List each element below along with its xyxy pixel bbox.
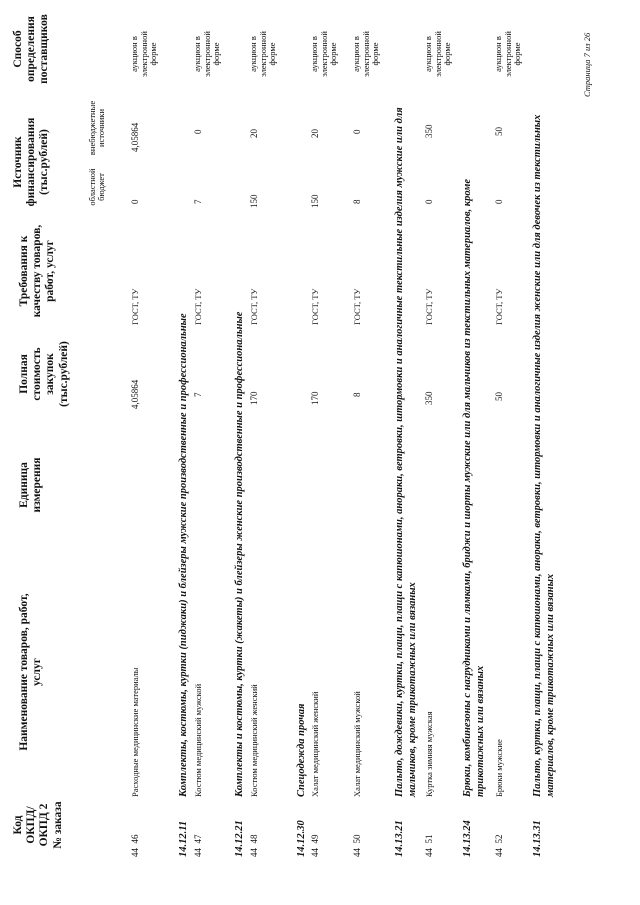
group-14-12-11-code: 14.12.11	[178, 820, 189, 857]
row-47-name: Костюм медицинский мужской	[193, 683, 203, 797]
row-50-number: 50	[352, 834, 362, 844]
row-49-total: 170	[310, 391, 320, 405]
row-48-requirements: ГОСТ, ТУ	[249, 288, 259, 325]
row-48-code	[249, 835, 259, 858]
row-48-extra: 20	[249, 129, 259, 138]
row-47-extra: 0	[193, 129, 203, 134]
row-46-extra: 4,05864	[130, 122, 140, 152]
row-48-total: 170	[249, 391, 259, 405]
header-code-line-4: № заказа	[51, 801, 64, 849]
row-47-budget: 7	[193, 199, 203, 204]
row-51-requirements: ГОСТ, ТУ	[424, 288, 434, 325]
header-name: Наименование товаров, работ, услуг	[18, 593, 44, 751]
group-14-13-31-title: Пальто, куртки, плащи, плащи с капюшонами, анораки, ветровки, штормовки и аналогичные изделия женские или для девочек из текстильных материалов, кроме трикотажных или вязаных	[532, 114, 556, 797]
group-14-13-21-title: Пальто, дождевики, куртки, плащи, плащи с капюшонами, анораки, ветровки, штормовки и аналогичные текстильные изделия мужские или для мальчиков, кроме трикотажных или вязаных	[394, 107, 418, 797]
row-52-requirements: ГОСТ, ТУ	[494, 288, 504, 325]
row-51-total: 350	[424, 391, 434, 405]
row-50-unit-code: 44	[352, 848, 362, 857]
group-14-13-24-code: 14.13.24	[462, 820, 473, 857]
row-51-method: аукцион в электронной форме	[423, 31, 453, 77]
row-46-number: 46	[130, 834, 140, 844]
row-52-total: 50	[494, 392, 504, 401]
row-47-method: аукцион в электронной форме	[192, 31, 222, 77]
row-48-budget: 150	[249, 194, 259, 208]
row-49-requirements: ГОСТ, ТУ	[310, 288, 320, 325]
row-51-unit-code: 44	[424, 848, 434, 857]
row-47-unit-code: 44	[193, 848, 203, 857]
header-code-line-2: ОКПД/	[25, 806, 38, 844]
row-50-name: Халат медицинский мужской	[352, 691, 362, 797]
row-51-code	[424, 835, 434, 858]
header-code-line-3: ОКПД 2	[38, 803, 51, 847]
row-52-method: аукцион в электронной форме	[493, 31, 523, 77]
row-52-extra: 50	[494, 127, 504, 136]
page-number: Страница 7 из 26	[582, 32, 592, 97]
group-14-13-21-code: 14.13.21	[394, 820, 405, 857]
group-14-12-30-title: Спецодежда прочая	[296, 703, 307, 797]
row-51-extra: 350	[424, 124, 434, 138]
row-46-name: Расходные медицинские материалы	[130, 667, 140, 797]
row-49-name: Халат медицинский женский	[310, 691, 320, 797]
row-46-total: 4,05864	[130, 379, 140, 409]
row-48-number: 48	[249, 834, 259, 844]
row-51-number: 51	[424, 834, 434, 844]
row-46-method: аукцион в электронной форме	[129, 31, 159, 77]
header-source: Источник финансирования (тыс.рублей)	[12, 117, 51, 207]
row-47-total: 7	[193, 392, 203, 397]
header-method: Способ определения поставщиков	[12, 14, 51, 84]
header-requirements: Требования к качеству товаров, работ, услуг	[18, 224, 57, 318]
row-47-number: 47	[193, 834, 203, 844]
row-46-budget: 0	[130, 199, 140, 204]
group-14-13-31-code: 14.13.31	[532, 820, 543, 857]
row-46-requirements: ГОСТ, ТУ	[130, 288, 140, 325]
row-51-name: Куртка зимняя мужская	[424, 711, 434, 797]
row-48-method: аукцион в электронной форме	[248, 31, 278, 77]
header-source-budget: областной бюджет	[87, 168, 107, 206]
header-total: Полная стоимость закупок (тыс.рублей)	[18, 341, 70, 407]
row-52-budget: 0	[494, 199, 504, 204]
row-49-unit-code: 44	[310, 848, 320, 857]
group-14-12-21-code: 14.12.21	[234, 820, 245, 857]
row-52-code	[494, 835, 504, 858]
group-14-12-11-title: Комплекты, костюмы, куртки (пиджаки) и блейзеры мужские производственные и профессиональные	[178, 313, 189, 797]
header-source-extra: внебюджетные источники	[87, 100, 107, 156]
header-code-line-1: Код	[12, 815, 24, 835]
group-14-12-21-title: Комплекты и костюмы, куртки (жакеты) и блейзеры женские производственные и профессиональные	[234, 311, 245, 797]
row-50-requirements: ГОСТ, ТУ	[352, 288, 362, 325]
row-50-method: аукцион в электронной форме	[351, 31, 381, 77]
row-48-name: Костюм медицинский женский	[249, 684, 259, 797]
row-47-code	[193, 835, 203, 858]
row-49-number: 49	[310, 834, 320, 844]
row-46-code	[130, 835, 140, 858]
row-52-number: 52	[494, 834, 504, 844]
group-14-12-30-code: 14.12.30	[296, 820, 307, 857]
row-49-method: аукцион в электронной форме	[309, 31, 339, 77]
row-52-name: Брюки мужские	[494, 739, 504, 797]
row-49-budget: 150	[310, 194, 320, 208]
row-52-unit-code: 44	[494, 848, 504, 857]
group-14-13-24-title: Брюки, комбинезоны с нагрудниками и лямками, бриджи и шорты мужские или для мальчиков из текстильных материалов, кроме трикотажных или вязаных	[462, 178, 486, 797]
row-47-requirements: ГОСТ, ТУ	[193, 288, 203, 325]
row-46-unit-code: 44	[130, 848, 140, 857]
row-50-total: 8	[352, 392, 362, 397]
row-50-budget: 8	[352, 199, 362, 204]
row-49-extra: 20	[310, 129, 320, 138]
header-unit: Единица измерения	[18, 457, 44, 513]
header-code	[12, 793, 65, 857]
row-49-code	[310, 835, 320, 858]
row-51-budget: 0	[424, 199, 434, 204]
row-50-code	[352, 835, 362, 858]
row-48-unit-code: 44	[249, 848, 259, 857]
row-50-extra: 0	[352, 129, 362, 134]
